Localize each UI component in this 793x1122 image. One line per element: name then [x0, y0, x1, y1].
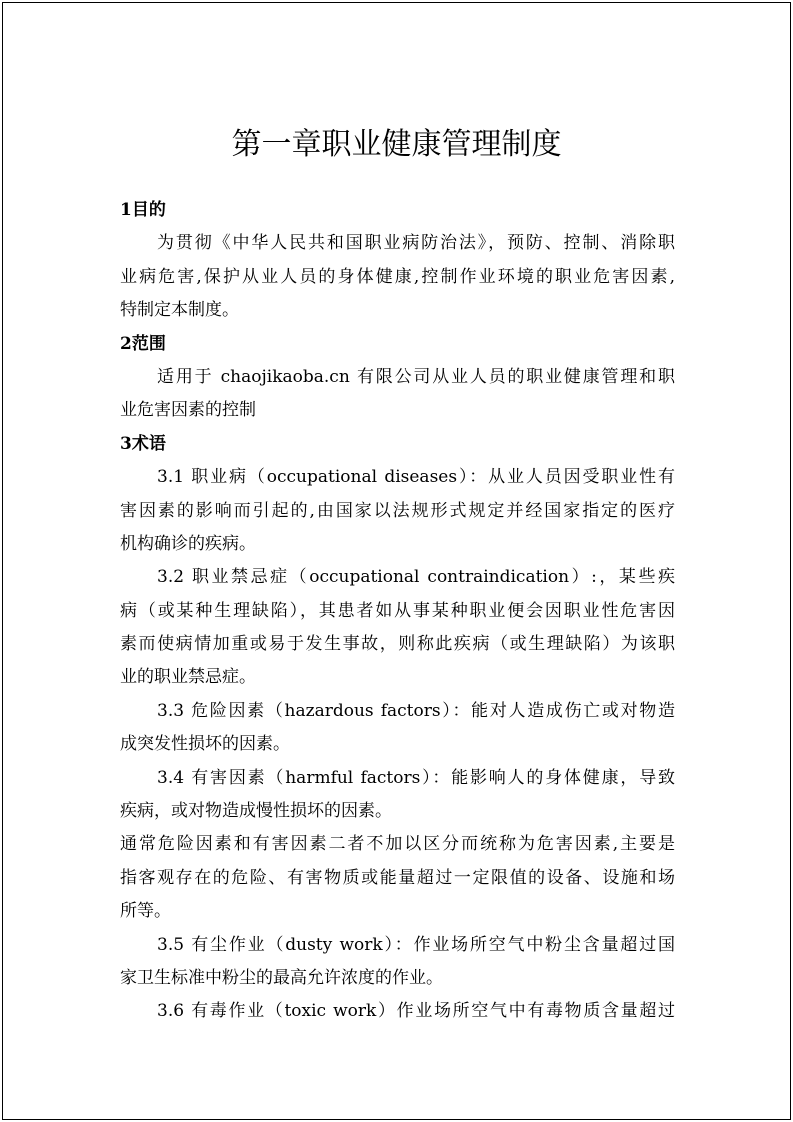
- text-line: 适用于 chaojikaoba.cn 有限公司从业人员的职业健康管理和职: [157, 366, 675, 387]
- paragraph: [120, 461, 675, 561]
- text-line: 业的职业禁忌症。: [120, 667, 256, 688]
- document-body: [120, 194, 675, 1029]
- section-heading: [120, 194, 675, 227]
- text-line: 1目的: [120, 200, 166, 220]
- text-line: 2范围: [120, 333, 166, 354]
- paragraph: [120, 828, 675, 928]
- text-line: 3.6 有毒作业（toxic work）作业场所空气中有毒物质含量超过: [157, 1001, 675, 1022]
- paragraph: [120, 561, 675, 695]
- text-line: 3.3 危险因素（hazardous factors）：能对人造成伤亡或对物造: [157, 700, 675, 721]
- paragraph: [120, 995, 675, 1028]
- text-line: 害因素的影响而引起的,由国家以法规形式规定并经国家指定的医疗: [120, 500, 675, 521]
- text-line: 业危害因素的控制: [120, 400, 256, 421]
- paragraph: [120, 361, 675, 428]
- text-line: 所等。: [120, 901, 171, 922]
- paragraph: [120, 929, 675, 996]
- text-line: 疾病，或对物造成慢性损坏的因素。: [120, 801, 392, 822]
- text-line: 病（或某种生理缺陷），其患者如从事某种职业便会因职业性危害因: [120, 600, 675, 621]
- page-title: 第一章职业健康管理制度: [231, 127, 562, 162]
- text-line: 素而使病情加重或易于发生事故，则称此疾病（或生理缺陷）为该职: [120, 634, 675, 655]
- text-line: 为贯彻《中华人民共和国职业病防治法》，预防、控制、消除职: [157, 233, 675, 254]
- text-line: 成突发性损坏的因素。: [120, 734, 290, 755]
- section-heading: [120, 328, 675, 361]
- text-line: 业病危害,保护从业人员的身体健康,控制作业环境的职业危害因素,: [120, 266, 675, 287]
- text-line: 家卫生标准中粉尘的最高允许浓度的作业。: [120, 967, 443, 988]
- text-line: 3术语: [120, 433, 166, 454]
- text-line: 指客观存在的危险、有害物质或能量超过一定限值的设备、设施和场: [120, 867, 675, 888]
- section-heading: [120, 428, 675, 461]
- paragraph: [120, 695, 675, 762]
- text-line: 特制定本制度。: [120, 300, 239, 321]
- text-line: 3.1 职业病（occupational diseases）：从业人员因受职业性有: [157, 467, 675, 488]
- text-line: 3.2 职业禁忌症（occupational contraindication）:，某些疾: [157, 567, 675, 588]
- text-line: 通常危险因素和有害因素二者不加以区分而统称为危害因素,主要是: [120, 834, 675, 855]
- text-line: 3.5 有尘作业（dusty work）：作业场所空气中粉尘含量超过国: [157, 934, 675, 955]
- text-line: 3.4 有害因素（harmful factors）：能影响人的身体健康，导致: [157, 767, 675, 788]
- paragraph: [120, 762, 675, 829]
- paragraph: [120, 227, 675, 327]
- text-line: 机构确诊的疾病。: [120, 533, 256, 554]
